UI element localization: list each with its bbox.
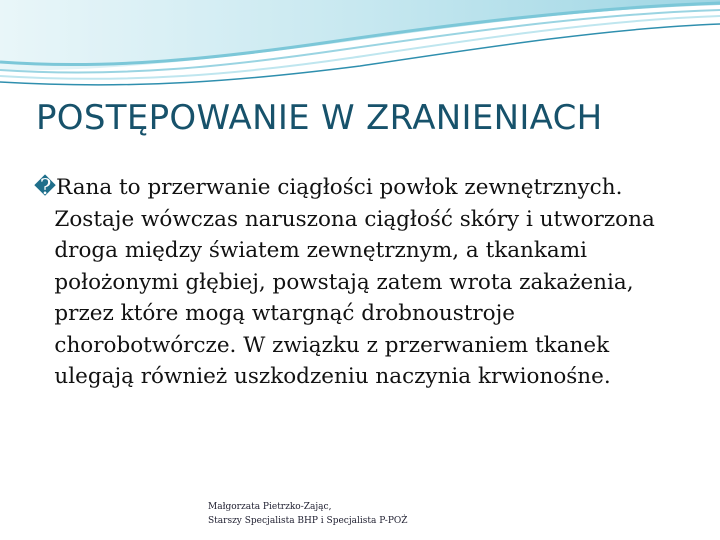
footer-author [208, 500, 408, 528]
slide-title: POSTĘPOWANIE W ZRANIENIACH [36, 98, 603, 138]
bullet-marker: � [34, 175, 57, 200]
body-paragraph [34, 172, 694, 393]
footer-author-role: Starszy Specjalista BHP i Specjalista P-POŻ [208, 516, 408, 526]
header-wave-decoration [0, 0, 720, 95]
body-text: Rana to przerwanie ciągłości powłok zewnętrznych. Zostaje wówczas naruszona ciągłość skóry i utworzona droga między światem zewnętrznym, a tkankami położonymi głębiej, powstają zatem wrota zakażenia, przez które mogą wtargnąć drobnoustroje chorobotwórcze. W związku z przerwaniem tkanek ulegają również uszkodzeniu naczynia krwionośne. [54, 175, 655, 389]
footer-author-name: Małgorzata Pietrzko-Zając, [208, 502, 332, 512]
